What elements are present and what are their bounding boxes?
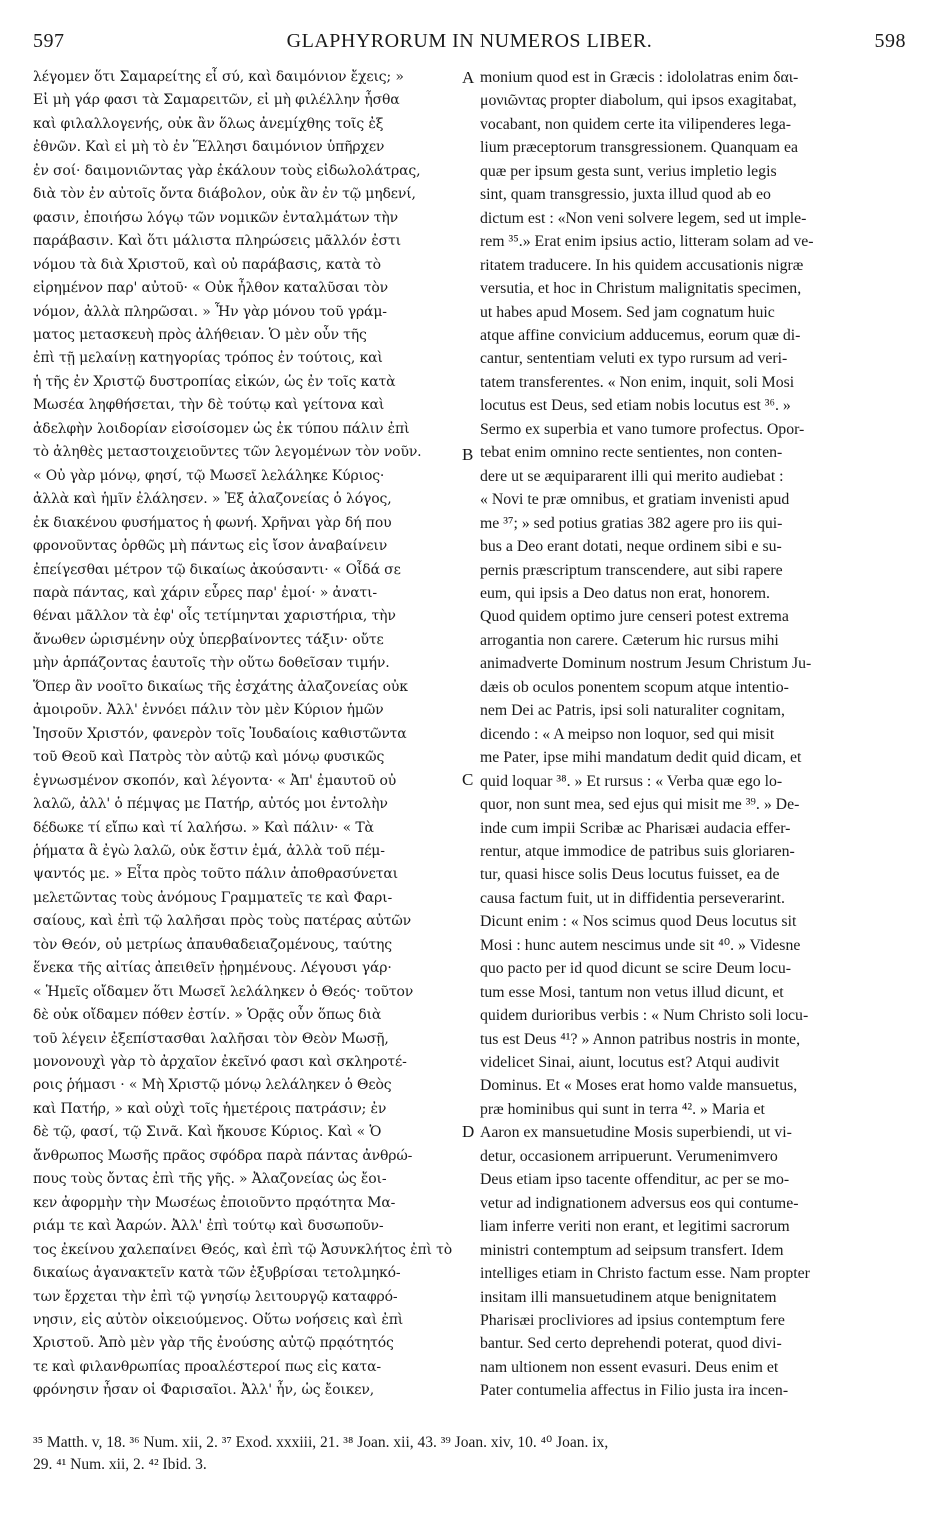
text-line: ἐκ διακένου φυσήματος ἡ φωνή. Χρῆναι γὰρ δή που bbox=[33, 514, 392, 531]
page-number-right: 598 bbox=[874, 30, 906, 52]
text-line: ἐπὶ τῇ μελαίνῃ κατηγορίας τρόπος ἐν τούτοις, καὶ bbox=[33, 350, 383, 367]
text-line: dictum est : «Non veni solvere legem, sed ut imple- bbox=[480, 209, 807, 227]
text-line: tus est Deus ⁴¹? » Annon patribus nostris in monte, bbox=[480, 1030, 801, 1048]
text-line: τος ἐκείνου χαλεπαίνει Θεός, καὶ ἐπὶ τῷ Ἀσυνκλήτος ἐπὶ τὸ bbox=[33, 1241, 453, 1258]
text-line: δὲ τῷ, φασί, τῷ Σινᾶ. Καὶ ἤκουσε Κύριος. Καὶ « Ὁ bbox=[33, 1124, 382, 1141]
text-line: ἡ τῆς ἐν Χριστῷ δυστροπίας εἰκών, ὡς ἐν τοῖς κατὰ bbox=[33, 373, 396, 390]
text-line: μονιῶντας propter diabolum, qui ipsos exagitabat, bbox=[480, 92, 797, 110]
text-line: insitam illi mansuetudinem atque benignitatem bbox=[480, 1288, 777, 1306]
text-line: καὶ φιλαλλογενής, οὐκ ἂν ὅλως ἀνεμίχθης τοῖς ἐξ bbox=[33, 115, 384, 132]
text-line: παρὰ πάντας, καὶ χάριν εὗρες παρ' ἐμοί· » ἀνατι- bbox=[33, 584, 378, 601]
text-line: μελετῶντας τοὺς ἀνόμους Γραμματεῖς τε καὶ Φαρι- bbox=[33, 889, 393, 906]
text-line: Mosi : hunc autem nescimus unde sit ⁴⁰. » Videsne bbox=[480, 936, 801, 954]
page-number-left: 597 bbox=[33, 30, 65, 52]
text-line: φασιν, ἐποιήσω λόγῳ τῶν νομικῶν ἐνταλμάτων τὴν bbox=[33, 209, 398, 226]
text-line: ἀμοιροῦν. Ἀλλ' ἐννόει πάλιν τὸν μὲν Κύριον ἡμῶν bbox=[33, 702, 384, 719]
text-line: dæis ob oculos ponentem scopum atque intentio- bbox=[480, 678, 789, 696]
text-line: detur, occasionem arripuerunt. Verumenimvero bbox=[480, 1147, 778, 1165]
text-line: quo pacto per id quod dicunt se scire Deum locu- bbox=[480, 960, 792, 978]
text-line: « Ἡμεῖς οἴδαμεν ὅτι Μωσεῖ λελάληκεν ὁ Θεός· τοῦτον bbox=[33, 983, 414, 1000]
text-line: Ἰησοῦν Χριστόν, φανερὸν τοῖς Ἰουδαίοις καθιστῶντα bbox=[33, 725, 407, 742]
footnote-line: 29. ⁴¹ Num. xii, 2. ⁴² Ibid. 3. bbox=[33, 1456, 207, 1473]
text-line: animadverte Dominum nostrum Jesum Christum Ju- bbox=[480, 655, 812, 673]
text-line: quidem durioribus verbis : « Num Christo soli locu- bbox=[480, 1007, 809, 1025]
text-line: quor, non sunt mea, sed ejus qui misit me ³⁹. » De- bbox=[480, 796, 800, 814]
text-line: ἐγνωσμένον σκοπόν, καὶ λέγοντα· « Ἀπ' ἐμαυτοῦ οὐ bbox=[33, 772, 397, 789]
text-line: vocabant, non quidem certe ita vilipenderes lega- bbox=[480, 115, 791, 133]
text-line: rem ³⁵.» Erat enim ipsius actio, litteram solam ad ve- bbox=[480, 233, 814, 251]
running-title: GLAPHYRORUM IN NUMEROS LIBER. bbox=[286, 30, 653, 52]
text-line: εἰρημένον παρ' αὐτοῦ· « Οὐκ ἦλθον καταλῦσαι τὸν bbox=[33, 280, 389, 297]
text-line: διὰ τὸν ἐν αὐτοῖς ὄντα διάβολον, οὐκ ἂν ἐν τῷ μηδενί, bbox=[33, 186, 416, 203]
margin-letter-a: A bbox=[462, 68, 475, 87]
text-line: cantur, sententiam veluti ex typo rursum ad veri- bbox=[480, 350, 788, 368]
text-line: lium præceptorum transgressionem. Quanquam ea bbox=[480, 139, 799, 157]
text-line: Aaron ex mansuetudine Mosis superbiendi, ut vi- bbox=[480, 1124, 792, 1142]
text-line: tum esse Mosi, tantum non vetus illud dicunt, et bbox=[480, 983, 784, 1001]
text-line: φρονοῦντας ὀρθῶς μὴ πάντως εἰς ἴσον ἀναβαίνειν bbox=[33, 538, 388, 555]
text-line: ψαντός με. » Εἶτα πρὸς τοῦτο πάλιν ἀποθρασύνεται bbox=[33, 866, 398, 883]
text-line: μὴν ἁρπάζοντας ἑαυτοῖς τὴν οὕτω δοθεῖσαν τιμήν. bbox=[33, 655, 390, 672]
text-line: quid loquar ³⁸. » Et rursus : « Verba quæ ego lo- bbox=[480, 772, 783, 790]
text-line: rentur, atque immodice de patribus suis gloriaren- bbox=[480, 842, 795, 860]
text-line: dere ut se æquipararent illi qui merito audiebat : bbox=[480, 467, 784, 485]
text-line: ritatem traducere. In his quidem accusationis nigræ bbox=[480, 256, 804, 274]
text-line: ἐπείγεσθαι μέτρον τῷ δικαίως ἀκούσαντι· « Οἶδά σε bbox=[33, 561, 401, 578]
text-line: τοῦ λέγειν ἐξεπίστασθαι λαλῆσαι τὸν Θεὸν Μωσῇ, bbox=[33, 1030, 389, 1047]
text-line: παράβασιν. Καὶ ὅτι μάλιστα πληρώσεις μᾶλλόν ἐστι bbox=[33, 233, 401, 250]
text-line: causa factum fuit, ut in diffidentia perseverarint. bbox=[480, 889, 786, 907]
text-line: ματος μετασκευὴ πρὸς ἀλήθειαν. Ὁ μὲν οὖν τῆς bbox=[33, 326, 367, 343]
text-line: δὲ οὐκ οἴδαμεν πόθεν ἐστίν. » Ὁρᾷς οὖν ὅπως διὰ bbox=[33, 1007, 382, 1024]
text-line: λέγομεν ὅτι Σαμαρείτης εἶ σύ, καὶ δαιμόνιον ἔχεις; » bbox=[33, 69, 404, 85]
footnote-line: ³⁵ Matth. v, 18. ³⁶ Num. xii, 2. ³⁷ Exod. xxxiii, 21. ³⁸ Joan. xii, 43. ³⁹ Joan. xiv, 10. ⁴⁰ Joan. ix, bbox=[33, 1434, 609, 1451]
text-line: tebat enim omnino recte sentientes, non conten- bbox=[480, 444, 783, 462]
text-line: quæ per ipsum gesta sunt, verius impletio legis bbox=[480, 162, 777, 180]
text-line: πους τοὺς ὄντας ἐπὶ τῆς γῆς. » Ἀλαζονείας ὡς ἔοι- bbox=[33, 1171, 387, 1188]
text-line: ἀδελφὴν λοιδορίαν εἰσοίσομεν ὡς ἐκ τύπου πάλιν ἐπὶ bbox=[33, 420, 410, 437]
latin-text-column bbox=[480, 66, 904, 1403]
text-line: ριάμ τε καὶ Ἀαρών. Ἀλλ' ἐπὶ τούτῳ καὶ δυσωποῦν- bbox=[33, 1218, 384, 1235]
text-line: « Οὐ γὰρ μόνῳ, φησί, τῷ Μωσεῖ λελάληκε Κύριος· bbox=[33, 467, 385, 484]
text-line: præ hominibus qui sunt in terra ⁴². » Maria et bbox=[480, 1100, 765, 1118]
text-line: Χριστοῦ. Ἀπὸ μὲν γὰρ τῆς ἐνούσης αὐτῷ πρᾳότητός bbox=[33, 1335, 394, 1352]
footnotes bbox=[33, 1432, 904, 1476]
text-line: atque affine convicium adducemus, eorum quæ di- bbox=[480, 326, 801, 344]
text-line: δέδωκε τί εἴπω καὶ τί λαλήσω. » Καὶ πάλιν· « Τὰ bbox=[33, 819, 374, 836]
text-line: pernis præscriptum transcendere, aut sibi rapere bbox=[480, 561, 783, 579]
text-line: Deus etiam ipso tacente offenditur, ac per se mo- bbox=[480, 1171, 790, 1189]
text-line: ἕνεκα τῆς αἰτίας ἀπειθεῖν ᾐρημένους. Λέγουσι γάρ· bbox=[33, 960, 392, 977]
text-line: Sermo ex superbia et vano tumore profectus. Opor- bbox=[480, 420, 805, 438]
text-line: bantur. Sed certo deprehendi poterat, quod divi- bbox=[480, 1335, 782, 1353]
text-line: ἄνθρωπος Μωσῆς πρᾶος σφόδρα παρὰ πάντας ἀνθρώ- bbox=[33, 1147, 413, 1164]
text-line: τὸν Θεόν, οὐ μετρίως ἀπαυθαδειαζομένους, ταύτης bbox=[33, 936, 392, 953]
text-line: ἐθνῶν. Καὶ εἰ μὴ τὸ ἐν Ἕλλησι δαιμόνιον ὑπῆρχεν bbox=[33, 139, 385, 156]
text-line: κεν ἀφορμὴν τὴν Μωσέως ἐποιοῦντο πρᾳότητα Μα- bbox=[33, 1194, 396, 1211]
text-line: Pharisæi procliviores ad ipsius contemptum fere bbox=[480, 1312, 785, 1330]
text-line: tatem transferentes. « Non enim, inquit, soli Mosi bbox=[480, 373, 795, 391]
text-line: ροις ῥήμασι · « Μὴ Χριστῷ μόνῳ λελάληκεν ὁ Θεὸς bbox=[33, 1077, 392, 1094]
margin-letter-b: B bbox=[462, 445, 474, 464]
text-line: ut habes apud Mosem. Sed jam cognatum huic bbox=[480, 303, 775, 321]
text-line: Εἰ μὴ γάρ φασι τὰ Σαμαρειτῶν, εἰ μὴ φιλέλλην ἦσθα bbox=[33, 92, 400, 109]
text-line: νησιν, εἰς αὐτὸν οἰκειούμενος. Οὕτω νοήσεις καὶ ἐπὶ bbox=[33, 1312, 404, 1329]
text-line: Dicunt enim : « Nos scimus quod Deus locutus sit bbox=[480, 913, 797, 931]
greek-text-column bbox=[33, 66, 464, 1403]
text-line: Dominus. Et « Moses erat homo valde mansuetus, bbox=[480, 1077, 798, 1095]
text-line: sint, quam transgressio, juxta illud quod ab eo bbox=[480, 186, 771, 204]
text-line: bus a Deo erant dotati, neque ordinem sibi e su- bbox=[480, 538, 782, 556]
page-header bbox=[33, 30, 906, 64]
text-line: videlicet Sinai, aiunt, locutus est? Atqui audivit bbox=[480, 1054, 780, 1072]
text-line: nem Dei ac Patris, ipsi soli naturaliter cognitam, bbox=[480, 702, 785, 720]
text-line: dicendo : « A meipso non loquor, sed qui misit bbox=[480, 725, 775, 743]
text-line: versutia, et hoc in Christum malignitatis specimen, bbox=[480, 280, 802, 298]
text-line: nam ultionem non essent evasuri. Deus enim et bbox=[480, 1358, 779, 1376]
text-line: των ἔρχεται τὴν ἐπὶ τῷ γνησίῳ λειτουργῷ καταφρό- bbox=[33, 1288, 398, 1305]
margin-letter-d: D bbox=[462, 1122, 475, 1141]
text-line: ἐν σοί· δαιμονιῶντας γὰρ ἐκάλουν τοὺς εἰδωλολάτρας, bbox=[33, 162, 421, 179]
text-line: me ³⁷; » sed potius gratias 382 agere pro iis qui- bbox=[480, 514, 783, 532]
text-line: « Novi te præ omnibus, et gratiam invenisti apud bbox=[480, 491, 790, 509]
margin-letter-c: C bbox=[462, 770, 474, 789]
text-line: locutus est Deus, sed etiam nobis locutus est ³⁶. » bbox=[480, 397, 791, 415]
text-line: arrogantia non carere. Cæterum hic rursus mihi bbox=[480, 631, 779, 649]
text-line: Pater contumelia affectus in Filio justa ira incen- bbox=[480, 1382, 789, 1400]
text-line: σαίους, καὶ ἐπὶ τῷ λαλῆσαι πρὸς τοὺς πατέρας αὐτῶν bbox=[33, 913, 412, 930]
text-line: μονονουχὶ γὰρ τὸ ἀρχαῖον ἐκεῖνό φασι καὶ σκληροτέ- bbox=[33, 1054, 407, 1071]
text-line: me Pater, ipse mihi mandatum dedit quid dicam, et bbox=[480, 749, 802, 767]
text-line: νόμου τὰ διὰ Χριστοῦ, καὶ οὐ παράβασις, κατὰ τὸ bbox=[33, 256, 381, 273]
text-line: monium quod est in Græcis : idololatras enim δαι- bbox=[480, 69, 799, 86]
text-line: τε καὶ φιλανθρωπίας προαλέστεροί πως εἰς κατα- bbox=[33, 1358, 382, 1375]
text-line: φρόνησιν ἦσαν οἱ Φαρισαῖοι. Ἀλλ' ἦν, ὡς ἔοικεν, bbox=[33, 1382, 375, 1399]
text-line: liam inferre veriti non erant, et legitimi sacrorum bbox=[480, 1218, 790, 1236]
text-line: Ὅπερ ἂν νοοῖτο δικαίως τῆς ἐσχάτης ἀλαζονείας οὐκ bbox=[33, 678, 408, 695]
text-line: δικαίως ἀγανακτεῖν κατὰ τῶν ἐξυβρίσαι τετολμηκό- bbox=[33, 1265, 401, 1282]
text-line: νόμον, ἀλλὰ πληρῶσαι. » Ἦν γὰρ μόνου τοῦ γράμ- bbox=[33, 303, 387, 320]
text-line: ἄνωθεν ὡρισμένην οὐχ ὑπερβαίνοντες τάξιν· οὔτε bbox=[33, 631, 384, 648]
text-line: ministri contemptum ad seipsum transfert. Idem bbox=[480, 1241, 784, 1259]
text-line: λαλῶ, ἀλλ' ὁ πέμψας με Πατήρ, αὐτός μοι ἐντολὴν bbox=[33, 796, 388, 813]
text-line: Μωσέα ληφθήσεται, τὴν δὲ τούτῳ καὶ γείτονα καὶ bbox=[33, 397, 385, 414]
text-line: ῥήματα ἃ ἐγὼ λαλῶ, οὐκ ἔστιν ἐμά, ἀλλὰ τοῦ πέμ- bbox=[33, 842, 385, 859]
text-line: καὶ Πατήρ, » καὶ οὐχὶ τοῖς ἡμετέροις πατράσιν; ἐν bbox=[33, 1100, 387, 1117]
text-line: θέναι μᾶλλον τὰ ἐφ' οἷς τετίμηνται χαριστήρια, τὴν bbox=[33, 608, 396, 625]
text-line: intelliges etiam in Christo factum esse. Nam propter bbox=[480, 1265, 810, 1283]
text-line: eum, qui ipsis a Deo datus non erat, honorem. bbox=[480, 584, 770, 602]
text-line: tur, quasi hisce solis Deus locutus fuisset, ea de bbox=[480, 866, 780, 884]
text-line: vetur ad indignationem adversus eos qui contume- bbox=[480, 1194, 799, 1212]
text-line: ἀλλὰ καὶ ἡμῖν ἐλάλησεν. » Ἐξ ἀλαζονείας ὁ λόγος, bbox=[33, 491, 392, 508]
text-line: Quod quidem optimo jure censeri potest extrema bbox=[480, 608, 789, 626]
text-line: τὸ ἀληθὲς μεταστοιχειοῦντες τῶν λεγομένων τὸν νοῦν. bbox=[33, 444, 422, 461]
text-line: τοῦ Θεοῦ καὶ Πατρὸς τὸν αὐτῷ καὶ μόνῳ φυσικῶς bbox=[33, 749, 385, 766]
text-line: inde cum impii Scribæ ac Pharisæi audacia effer- bbox=[480, 819, 791, 837]
